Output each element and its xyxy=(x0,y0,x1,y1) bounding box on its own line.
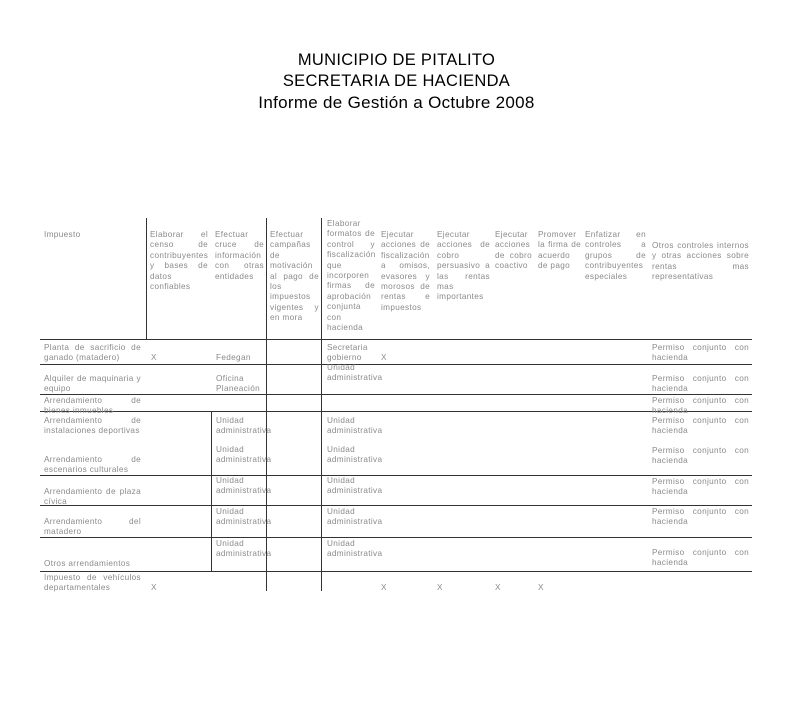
row-divider xyxy=(40,505,752,506)
table-cell: Unidad administrativa xyxy=(327,445,383,465)
table-cell: Permiso conjunto con hacienda xyxy=(652,343,749,363)
table-row-tax: Planta de sacrificio de ganado (matadero) xyxy=(44,343,141,363)
column-header: Promover la firma de acuerdo de pago xyxy=(538,230,581,271)
column-header: Ejecutar acciones de cobro persuasivo a las rentas mas importantes xyxy=(437,230,490,302)
table-cell: Secretaria gobierno xyxy=(327,343,368,363)
table-cell: Fedegan xyxy=(216,353,251,362)
column-header: Efectuar campañas de motivación al pago de los impuestos vigentes y en mora xyxy=(270,230,319,323)
table-cell: Unidad administrativa xyxy=(327,539,383,559)
table-row-tax: Arrendamiento de escenarios culturales xyxy=(44,455,141,475)
table-cell-mark: X xyxy=(151,583,157,592)
row-divider xyxy=(40,475,752,476)
table-row-tax: Alquiler de maquinaria y equipo xyxy=(44,374,141,394)
table-cell: Permiso conjunto con hacienda xyxy=(652,548,749,568)
table-cell-mark: X xyxy=(495,583,501,592)
table-cell-mark: X xyxy=(538,583,544,592)
row-divider xyxy=(40,364,752,365)
table-cell: Unidad administrativa xyxy=(216,476,272,496)
table-cell: Unidad administrativa xyxy=(327,507,383,527)
table-cell: Unidad administrativa xyxy=(327,476,383,496)
header-bottom-rule xyxy=(40,339,752,340)
table-cell-mark: X xyxy=(381,353,387,362)
column-header: Enfatizar en controles a grupos de contribuyentes especiales xyxy=(585,230,646,281)
table-cell: Permiso conjunto con hacienda xyxy=(652,416,749,436)
column-header: Impuesto xyxy=(44,230,81,239)
column-header: Ejecutar acciones de cobro coactivo xyxy=(495,230,532,271)
table-cell-mark: X xyxy=(381,583,387,592)
table-cell-mark: X xyxy=(437,583,443,592)
table-row-tax: Impuesto de vehículos departamentales xyxy=(44,573,141,593)
table-row-tax: Arrendamiento del matadero xyxy=(44,517,141,537)
table-cell: Permiso conjunto con hacienda xyxy=(652,446,749,466)
column-header: Ejecutar acciones de fiscalización a omisos, evasores y morosos de rentas e impuestos xyxy=(381,230,430,312)
municipality-title: MUNICIPIO DE PITALITO xyxy=(297,51,496,69)
department-title: SECRETARIA DE HACIENDA xyxy=(282,72,511,90)
column-divider xyxy=(146,218,147,339)
column-header: Elaborar el censo de contribuyentes y bases de datos confiables xyxy=(150,230,209,292)
table-cell: Unidad administrativa xyxy=(327,416,383,436)
table-cell: Unidad administrativa xyxy=(216,507,272,527)
table-cell: Permiso conjunto con hacienda xyxy=(652,396,749,416)
table-cell: Permiso conjunto con hacienda xyxy=(652,507,749,527)
table-cell: Permiso conjunto con hacienda xyxy=(652,374,749,394)
column-header: Efectuar cruce de información con otras entidades xyxy=(215,230,264,281)
row-divider xyxy=(40,571,752,572)
column-divider xyxy=(211,411,212,571)
column-header: Elaborar formatos de control y fiscalización que incorporen firmas de aprobación conjunta con hacienda xyxy=(327,219,376,333)
table-cell-mark: X xyxy=(151,353,157,362)
column-divider xyxy=(321,218,322,591)
table-row-tax: Arrendamiento de bienes inmuebles xyxy=(44,396,141,416)
row-divider xyxy=(40,411,752,412)
table-cell: Permiso conjunto con hacienda xyxy=(652,477,749,497)
table-cell: Unidad administrativa xyxy=(216,445,272,465)
table-cell: Unidad administrativa xyxy=(216,539,272,559)
table-cell: Unidad administrativa xyxy=(216,416,272,436)
table-cell: Oficina Planeación xyxy=(216,374,261,394)
table-cell: Unidad administrativa xyxy=(327,363,383,383)
column-header: Otros controles internos y otras acciones sobre rentas mas representativas xyxy=(652,241,749,282)
table-row-tax: Otros arrendamientos xyxy=(44,559,131,568)
report-title: Informe de Gestión a Octubre 2008 xyxy=(258,93,535,112)
table-row-tax: Arrendamiento de instalaciones deportivas xyxy=(44,416,141,436)
table-row-tax: Arrendamiento de plaza cívica xyxy=(44,487,141,507)
row-divider xyxy=(40,537,752,538)
row-divider xyxy=(40,394,752,395)
column-divider xyxy=(266,218,267,591)
